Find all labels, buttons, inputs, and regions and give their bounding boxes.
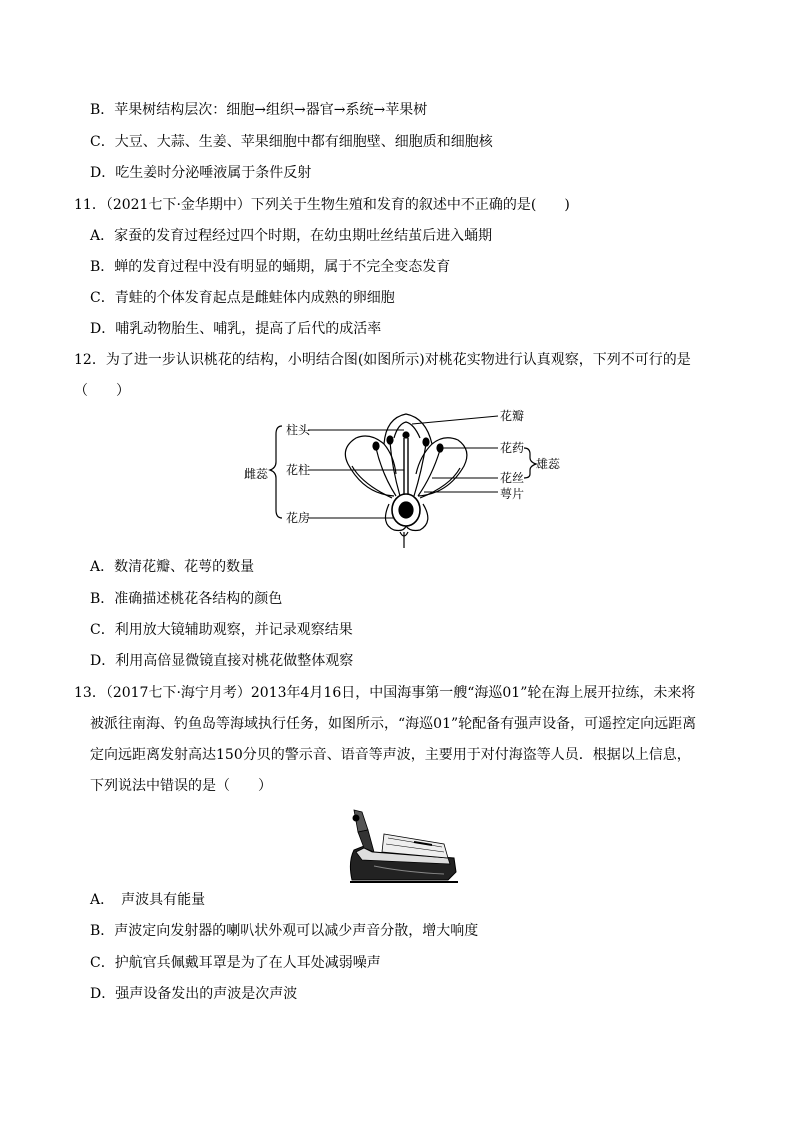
label-huazhu: 花柱 [286,463,311,477]
q11-option-d: D．哺乳动物胎生、哺乳，提高了后代的成活率 [90,321,382,337]
q10-option-c: C．大豆、大蒜、生姜、苹果细胞中都有细胞壁、细胞质和细胞核 [90,134,493,150]
q13-stem-line4: 下列说法中错误的是（ ） [90,778,272,794]
q13-option-c: C．护航官兵佩戴耳罩是为了在人耳处减弱噪声 [90,955,381,971]
q10-option-d: D．吃生姜时分泌唾液属于条件反射 [90,165,312,181]
q12-option-c: C．利用放大镜辅助观察，并记录观察结果 [90,622,353,638]
flower-structure-diagram [244,404,564,550]
label-huayao: 花药 [500,441,525,455]
ship-image [344,802,464,888]
q12-option-a: A．数清花瓣、花萼的数量 [90,559,255,575]
q13-option-a: A． 声波具有能量 [90,892,206,908]
q13-stem-line1: 13．（2017七下·海宁月考）2013年4月16日，中国海事第一艘“海巡01”轮在海上展开拉练，未来将 [74,685,696,701]
label-huasi: 花丝 [500,471,525,485]
q12-stem-line2: （ ） [74,383,130,399]
q10-option-b: B．苹果树结构层次：细胞→组织→器官→系统→苹果树 [90,102,428,118]
q11-option-c: C．青蛙的个体发育起点是雌蛙体内成熟的卵细胞 [90,290,395,306]
q11-option-a: A．家蚕的发育过程经过四个时期，在幼虫期吐丝结茧后进入蛹期 [90,228,493,244]
q12-option-d: D．利用高倍显微镜直接对桃花做整体观察 [90,653,354,669]
label-xiongrui: 雄蕊 [536,457,561,471]
label-huaban: 花瓣 [500,409,525,423]
label-zhutou: 柱头 [286,423,311,437]
q11-option-b: B．蝉的发育过程中没有明显的蛹期，属于不完全变态发育 [90,259,451,275]
q13-stem-line3: 定向远距离发射高达150分贝的警示音、语音等声波，主要用于对付海盗等人员．根据以上信息， [90,747,691,763]
label-huafang: 花房 [286,511,311,525]
q12-stem-line1: 12．为了进一步认识桃花的结构，小明结合图(如图所示)对桃花实物进行认真观察，下列不可行的是 [74,352,691,368]
q12-option-b: B．准确描述桃花各结构的颜色 [90,591,283,607]
label-cirui: 雌蕊 [244,467,269,481]
q13-stem-line2: 被派往南海、钓鱼岛等海域执行任务，如图所示，“海巡01”轮配备有强声设备，可遥控定向远距离 [90,716,697,732]
q13-option-b: B．声波定向发射器的喇叭状外观可以减少声音分散，增大响度 [90,923,479,939]
q13-option-d: D．强声设备发出的声波是次声波 [90,986,298,1002]
label-epian: 萼片 [500,487,525,501]
q11-stem: 11．（2021七下·金华期中）下列关于生物生殖和发育的叙述中不正确的是( ) [74,197,570,213]
